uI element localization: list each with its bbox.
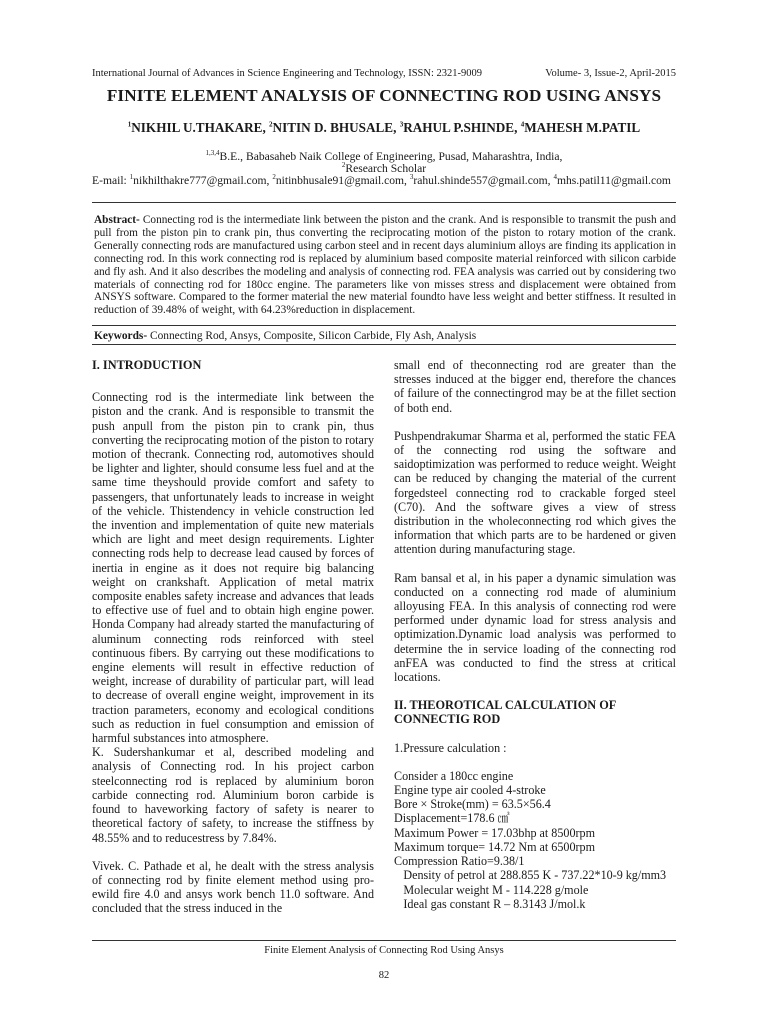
introduction-paragraph-3: Vivek. C. Pathade et al, he dealt with the stress analysis of connecting rod by finite element method using pro-ewild fire 4.0 and ansys work bench 11.0 software. And concluded that the stress induced in the <box>92 858 374 916</box>
email-2[interactable]: nitinbhusale91@gmail.com, <box>275 173 410 187</box>
abstract-label: Abstract- <box>94 214 140 226</box>
review-paragraph-3: Ram bansal et al, in his paper a dynamic simulation was conducted on a connecting rod made of aluminium alloyusing FEA. In this analysis of connecting rod were performed under dynamic load for stress analysis and optimization.Dynamic load analysis was performed to determine the in service loading of the connecting rod anFEA was conducted to find the stress at critical locations. <box>394 570 676 685</box>
keywords-text: Connecting Rod, Ansys, Composite, Silicon Carbide, Fly Ash, Analysis <box>147 330 477 342</box>
spec-petrol-density:  Density of petrol at 288.855 K - 737.22*10-9 kg/mm3 <box>394 868 667 883</box>
spec-bore-stroke: Bore × Stroke(mm) = 63.5×56.4 <box>394 797 551 812</box>
author-4-name: MAHESH M.PATIL <box>524 120 641 135</box>
keywords-top-divider <box>92 325 676 326</box>
abstract-top-divider <box>92 202 676 203</box>
author-3-number: 3 <box>399 120 404 129</box>
author-3-name: RAHUL P.SHINDE, <box>403 120 521 135</box>
keywords-bottom-divider <box>92 344 676 345</box>
journal-volume: Volume- 3, Issue-2, April-2015 <box>545 68 676 79</box>
abstract-text: Connecting rod is the intermediate link between the piston and the crank. And is responsible to transmit the push and pull from the piston pin to crank pin, thus converting the reciprocating motion of the piston to rotary motion of the crank. Generally connecting rods are manufactured using carbon steel and in recent days aluminium alloys are finding its application in connecting rod. In this work connecting rod is replaced by aluminium based composite material reinforced with silicon carbide and fly ash. And it also describes the modeling and analysis of connecting rod. FEA analysis was carried out by considering two materials of connecting rod for 180cc engine. The parameters like von misses stress and displacement were obtained from ANSYS software. Compared to the former material the new material foundto have less weight and better stiffness. It resulted in reduction of 39.48% of weight, with 64.23%reduction in displacement. <box>94 214 676 317</box>
pressure-calculation-subheading: 1.Pressure calculation : <box>394 740 507 755</box>
email-4[interactable]: mhs.patil11@gmail.com <box>556 173 671 187</box>
email-1[interactable]: nikhilthakre777@gmail.com, <box>133 173 273 187</box>
journal-name: International Journal of Advances in Science Engineering and Technology, ISSN: 2321-9009 <box>92 68 483 79</box>
scholar-text: Research Scholar <box>345 161 427 175</box>
email-3[interactable]: rahul.shinde557@gmail.com, <box>413 173 554 187</box>
keywords-label: Keywords- <box>94 330 148 342</box>
email-3-number: 3 <box>409 173 414 181</box>
introduction-heading: I. INTRODUCTION <box>92 358 202 372</box>
keywords <box>94 330 476 342</box>
author-1-name: NIKHIL U.THAKARE, <box>131 120 270 135</box>
spec-molecular-weight:  Molecular weight M - 114.228 g/mole <box>394 882 589 897</box>
introduction-paragraph-2: K. Sudershankumar et al, described modeling and analysis of Connecting rod. In his project carbon steelconnecting rod is replaced by aluminium boron carbide connecting rod. Aluminium boron carbide is found to haveworking factory of safety is nearer to theoretical factory of safety, to increase the stiffness by 48.55% and to reducestress by 7.84%. <box>92 745 374 845</box>
author-2-number: 2 <box>269 120 273 129</box>
spec-gas-constant:  Ideal gas constant R – 8.3143 J/mol.k <box>394 896 586 911</box>
email-1-number: 1 <box>129 173 134 181</box>
spec-engine: Consider a 180cc engine <box>394 768 514 783</box>
introduction-paragraph-1: Connecting rod is the intermediate link between the piston and the crank. And is responsible to transmit the push anpull from the piston pin to crank pin, thus converting the reciprocating motion of the piston to rotary motion of thecrank. Connecting rod, automotives should be lighter and lighter, should consume less fuel and at the same time theyshould provide comfort and safety to passengers, that unfortunately leads to increase in weight of the vehicle. Thistendency in vehicle construction led the invention and implementation of quite new materials which are light and meet design requirements. Lighter connecting rods help to decrease lead caused by forces of inertia in engine as it does not require big balancing weight on crankshaft. Application of metal matrix composite enables safety increase and advances that leads to effective use of fuel and to obtain high engine power. Honda Company had already started the manufacturing of aluminum connecting rods reinforced with steel continuous fibers. By carrying out these modifications to engine elements will result in effective reduction of weight, increase of durability of particular part, will lead to decrease of overall engine weight, improvement in its traction parameters, economy and ecological conditions such as reduction in fuel consumption and emission of harmful substances into atmosphere. <box>92 390 374 746</box>
review-paragraph-2: Pushpendrakumar Sharma et al, performed the static FEA of the connecting rod using the software and saidoptimization was performed to reduce weight. Weight can be reduced by changing the material of the current forgedsteel connecting rod to crackable forged steel (C70). And the software gives a view of stress distribution in the wholeconnecting rod which gives the information that which parts are to be hardened or given attention during manufacturing stage. <box>394 428 676 557</box>
author-4-number: 4 <box>520 120 525 129</box>
email-line <box>92 173 671 187</box>
page-number: 82 <box>378 970 390 981</box>
email-prefix: E-mail: <box>92 173 130 187</box>
author-1-number: 1 <box>127 120 132 129</box>
scholar-number: 2 <box>341 161 346 169</box>
affiliation-number: 1,3,4 <box>205 149 220 157</box>
spec-displacement: Displacement=178.6 ㎤ <box>394 811 510 826</box>
email-2-number: 2 <box>272 173 276 181</box>
right-column <box>394 358 676 911</box>
footer-title: Finite Element Analysis of Connecting Rod Using Ansys <box>264 945 504 956</box>
review-paragraph-1: small end of theconnecting rod are greater than the stresses induced at the bigger end, therefore the chances of failure of the connectingrod may be at the fillet section of both end. <box>394 358 676 415</box>
spec-engine-type: Engine type air cooled 4-stroke <box>394 783 546 798</box>
footer-divider <box>92 940 676 941</box>
left-column <box>92 358 374 916</box>
paper-title: FINITE ELEMENT ANALYSIS OF CONNECTING ROD USING ANSYS <box>106 86 662 105</box>
spec-max-torque: Maximum torque= 14.72 Nm at 6500rpm <box>394 839 595 854</box>
author-2-name: NITIN D. BHUSALE, <box>272 120 400 135</box>
abstract <box>94 214 676 317</box>
author-list <box>0 120 768 136</box>
calculation-heading: II. THEOROTICAL CALCULATION OF CONNECTIG ROD <box>394 698 616 727</box>
affiliation-text: B.E., Babasaheb Naik College of Engineering, Pusad, Maharashtra, India, <box>219 149 563 163</box>
email-4-number: 4 <box>553 173 557 181</box>
spec-max-power: Maximum Power = 17.03bhp at 8500rpm <box>394 825 595 840</box>
spec-compression-ratio: Compression Ratio=9.38/1 <box>394 854 525 869</box>
